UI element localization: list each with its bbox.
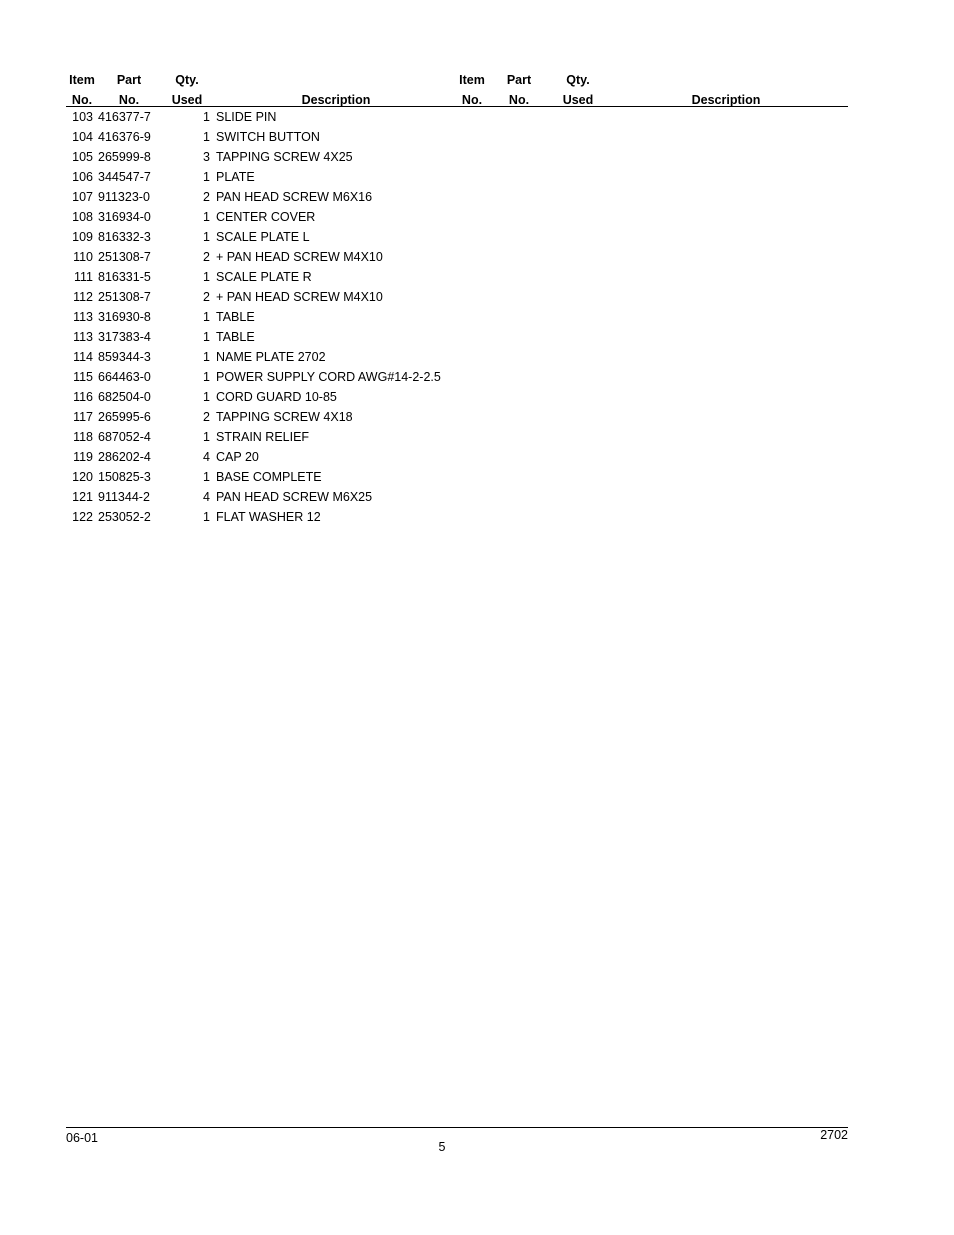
header-left-qty (167, 70, 207, 110)
item-no: 103 (72, 110, 93, 124)
header-right-part (499, 70, 539, 110)
item-no: 104 (72, 130, 93, 144)
qty-used: 2 (203, 250, 210, 264)
item-no: 107 (72, 190, 93, 204)
header-left-part (109, 70, 149, 110)
item-no: 113 (73, 330, 93, 344)
footer-rule (66, 1127, 848, 1128)
qty-used: 1 (203, 330, 210, 344)
header-label: Description (301, 93, 371, 107)
header-label: Part (116, 73, 142, 87)
qty-used: 2 (203, 190, 210, 204)
table-row (66, 508, 486, 528)
item-no: 122 (72, 510, 93, 524)
qty-used: 1 (203, 170, 210, 184)
item-no: 112 (73, 290, 93, 304)
description: + PAN HEAD SCREW M4X10 (216, 290, 383, 304)
qty-used: 1 (203, 370, 210, 384)
item-no: 106 (72, 170, 93, 184)
description: SWITCH BUTTON (216, 130, 320, 144)
description: + PAN HEAD SCREW M4X10 (216, 250, 383, 264)
qty-used: 4 (203, 450, 210, 464)
table-row (66, 268, 486, 288)
item-no: 115 (73, 370, 93, 384)
footer-date-code: 06-01 (66, 1131, 98, 1145)
table-row (66, 368, 486, 388)
table-row (66, 468, 486, 488)
part-no: 150825-3 (98, 470, 151, 484)
table-row (66, 408, 486, 428)
part-no: 416377-7 (98, 110, 151, 124)
description: TABLE (216, 310, 255, 324)
part-no: 317383-4 (98, 330, 151, 344)
item-no: 110 (73, 250, 93, 264)
part-no: 911323-0 (98, 190, 150, 204)
qty-used: 1 (203, 470, 210, 484)
table-row (66, 448, 486, 468)
header-right-item (452, 70, 492, 110)
part-no: 687052-4 (98, 430, 151, 444)
item-no: 113 (73, 310, 93, 324)
part-no: 664463-0 (98, 370, 151, 384)
page-number: 5 (438, 1140, 446, 1154)
header-right-description (666, 90, 786, 110)
qty-used: 1 (203, 210, 210, 224)
table-row (66, 228, 486, 248)
qty-used: 1 (203, 310, 210, 324)
qty-used: 4 (203, 490, 210, 504)
description: PLATE (216, 170, 255, 184)
qty-used: 2 (203, 410, 210, 424)
table-row (66, 168, 486, 188)
item-no: 117 (73, 410, 93, 424)
header-label: Qty. (566, 73, 590, 87)
table-row (66, 248, 486, 268)
qty-used: 1 (203, 430, 210, 444)
part-no: 251308-7 (98, 250, 151, 264)
part-no: 265995-6 (98, 410, 151, 424)
description: POWER SUPPLY CORD AWG#14-2-2.5 (216, 370, 441, 384)
header-label: Part (506, 73, 532, 87)
item-no: 108 (72, 210, 93, 224)
description: SLIDE PIN (216, 110, 277, 124)
qty-used: 1 (203, 390, 210, 404)
header-label: No. (508, 93, 530, 107)
qty-used: 3 (203, 150, 210, 164)
item-no: 118 (73, 430, 93, 444)
qty-used: 1 (203, 130, 210, 144)
item-no: 121 (72, 490, 93, 504)
part-no: 265999-8 (98, 150, 151, 164)
qty-used: 1 (203, 110, 210, 124)
qty-used: 1 (203, 350, 210, 364)
description: STRAIN RELIEF (216, 430, 310, 444)
part-no: 682504-0 (98, 390, 151, 404)
description: CORD GUARD 10-85 (216, 390, 337, 404)
description: SCALE PLATE L (216, 230, 310, 244)
qty-used: 1 (203, 230, 210, 244)
footer-model: 2702 (820, 1128, 848, 1142)
description: SCALE PLATE R (216, 270, 312, 284)
table-row (66, 488, 486, 508)
parts-list (66, 108, 486, 528)
part-no: 253052-2 (98, 510, 151, 524)
header-left-description (276, 90, 396, 110)
description: PAN HEAD SCREW M6X16 (216, 190, 373, 204)
part-no: 859344-3 (98, 350, 151, 364)
qty-used: 1 (203, 510, 210, 524)
item-no: 109 (72, 230, 93, 244)
header-label: No. (461, 93, 483, 107)
part-no: 286202-4 (98, 450, 151, 464)
table-row (66, 108, 486, 128)
description: BASE COMPLETE (216, 470, 322, 484)
item-no: 119 (73, 450, 93, 464)
table-row (66, 348, 486, 368)
header-right-qty (558, 70, 598, 110)
header-label: Item (459, 73, 485, 87)
description: NAME PLATE 2702 (216, 350, 326, 364)
description: FLAT WASHER 12 (216, 510, 321, 524)
description: CENTER COVER (216, 210, 316, 224)
item-no: 120 (72, 470, 93, 484)
part-no: 251308-7 (98, 290, 151, 304)
header-label: Used (562, 93, 594, 107)
table-row (66, 428, 486, 448)
table-row (66, 188, 486, 208)
description: TAPPING SCREW 4X25 (216, 150, 353, 164)
item-no: 116 (73, 390, 93, 404)
item-no: 114 (73, 350, 93, 364)
header-rule (66, 106, 848, 107)
table-row (66, 128, 486, 148)
table-row (66, 308, 486, 328)
part-no: 316930-8 (98, 310, 151, 324)
qty-used: 1 (203, 270, 210, 284)
part-no: 816331-5 (98, 270, 151, 284)
description: PAN HEAD SCREW M6X25 (216, 490, 373, 504)
part-no: 344547-7 (98, 170, 151, 184)
header-label: No. (118, 93, 140, 107)
header-label: No. (71, 93, 93, 107)
item-no: 111 (73, 270, 93, 284)
header-label: Qty. (175, 73, 199, 87)
header-left-item (62, 70, 102, 110)
description: TABLE (216, 330, 255, 344)
table-row (66, 388, 486, 408)
item-no: 105 (72, 150, 93, 164)
part-no: 416376-9 (98, 130, 151, 144)
part-no: 911344-2 (98, 490, 150, 504)
header-label: Used (171, 93, 203, 107)
header-label: Item (69, 73, 95, 87)
table-row (66, 208, 486, 228)
table-row (66, 288, 486, 308)
description: CAP 20 (216, 450, 259, 464)
qty-used: 2 (203, 290, 210, 304)
table-row (66, 328, 486, 348)
header-label: Description (691, 93, 761, 107)
part-no: 816332-3 (98, 230, 151, 244)
table-row (66, 148, 486, 168)
description: TAPPING SCREW 4X18 (216, 410, 353, 424)
part-no: 316934-0 (98, 210, 151, 224)
